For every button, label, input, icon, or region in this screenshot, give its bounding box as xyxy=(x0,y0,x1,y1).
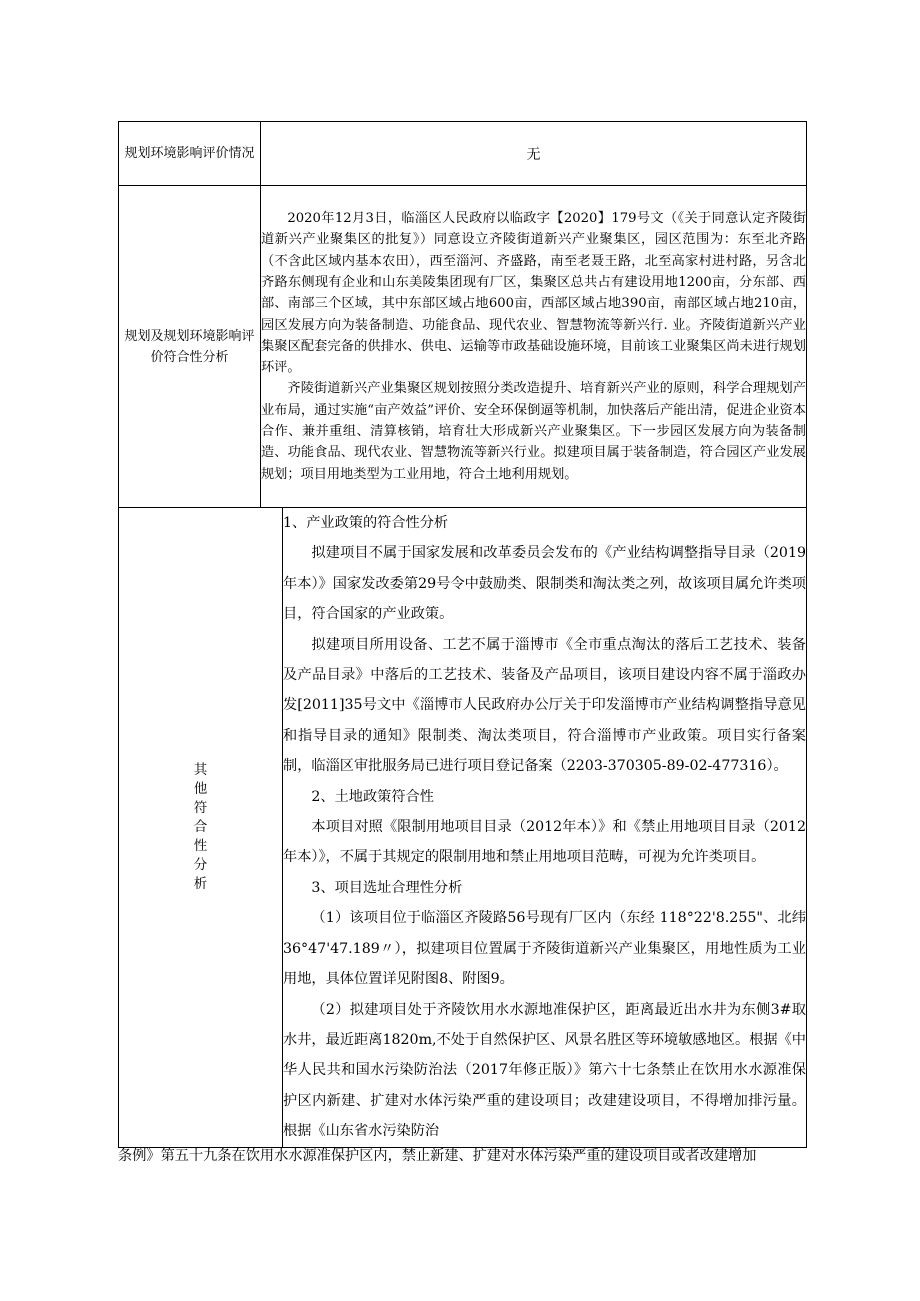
vertical-label-char: 他 xyxy=(193,780,208,797)
row-label-planning-eia: 规划环境影响评价情况 xyxy=(119,122,261,186)
vertical-label-char: 其 xyxy=(193,761,208,778)
paragraph: 2020年12月3日，临淄区人民政府以临政字【2020】179号文（《关于同意认定齐陵街道新兴产业聚集区的批复》）同意设立齐陵街道新兴产业聚集区，园区范围为：东至北齐路（不含此区域内基本农田），西至淄河、齐盛路，南至老聂王路，北至高家村进村路，另含北齐路东侧现有企业和山东美陵集团现有厂区，集聚区总共占有建设用地1200亩，分东部、西部、南部三个区域，其中东部区域占地600亩，西部区域占地390亩，南部区域占地210亩，园区发展方向为装备制造、功能食品、现代农业、智慧物流等新兴行. 业。齐陵街道新兴产业集聚区配套完备的供排水、供电、运输等市政基础设施环境，目前该工业聚集区尚未进行规划环评。 xyxy=(261,211,806,376)
vertical-label-char: 合 xyxy=(193,818,208,835)
other-compliance-content xyxy=(283,508,807,1148)
vertical-label-char: 析 xyxy=(193,875,208,892)
paragraph: （2）拟建项目处于齐陵饮用水水源地准保护区，距离最近出水井为东侧3#取水井，最近距离1820m,不处于自然保护区、风景名胜区等环境敏感地区。根据《中华人民共和国水污染防治法（2017年修正版）》第六十七条禁止在饮用水水源准保护区内新建、扩建对水体污染严重的建设项目；改建建设项目，不得增加排污量。根据《山东省水污染防治 xyxy=(283,1001,806,1140)
section-heading: 3、项目选址合理性分析 xyxy=(311,879,463,896)
vertical-label-char: 符 xyxy=(193,799,208,816)
table-row xyxy=(119,508,807,1148)
vertical-label-char: 分 xyxy=(193,856,208,873)
table-row xyxy=(119,122,807,186)
paragraph: 拟建项目所用设备、工艺不属于淄博市《全市重点淘汰的落后工艺技术、装备及产品目录》中落后的工艺技术、装备及产品项目，该项目建设内容不属于淄政办发[2011]35号文中《淄博市人民政府办公厅关于印发淄博市产业结构调整指导意见和指导目录的通知》限制类、淘汰类项目，符合淄博市产业政策。项目实行备案制，临淄区审批服务局已进行项目登记备案（2203-370305-89-02-477316）。 xyxy=(283,636,806,775)
table-row xyxy=(119,186,807,508)
paragraph: （1）该项目位于临淄区齐陵路56号现有厂区内（东经 118°22'8.255"、北纬 36°47'47.189〃），拟建项目位置属于齐陵街道新兴产业集聚区，用地性质为工业用地，具体位置详见附图8、附图9。 xyxy=(283,910,806,988)
row-label-planning-compliance: 规划及规划环境影响评价符合性分析 xyxy=(119,186,261,508)
paragraph: 本项目对照《限制用地项目目录（2012年本）》和《禁止用地项目目录（2012年本）》，不属于其规定的限制用地和禁止用地项目范畴，可视为允许类项目。 xyxy=(283,819,806,866)
row-label-other-compliance xyxy=(119,508,283,1148)
assessment-table xyxy=(118,121,807,1148)
paragraph: 齐陵街道新兴产业集聚区规划按照分类改造提升、培育新兴产业的原则，科学合理规划产业布局，通过实施“亩产效益”评价、安全环保倒逼等机制，加快落后产能出清，促进企业资本合作、兼并重组、清算核销，培育壮大形成新兴产业聚集区。下一步园区发展方向为装备制造、功能食品、现代农业、智慧物流等新兴行业。拟建项目属于装备制造，符合园区产业发展规划；项目用地类型为工业用地，符合土地利用规划。 xyxy=(261,381,806,482)
vertical-label xyxy=(119,761,282,894)
continuation-text: 条例》第五十九条在饮用水水源准保护区内，禁止新建、扩建对水体污染严重的建设项目或者改建增加 xyxy=(118,1148,757,1164)
row-value-planning-eia: 无 xyxy=(261,122,807,186)
vertical-label-char: 性 xyxy=(193,837,208,854)
section-heading: 1、产业政策的符合性分析 xyxy=(283,515,449,531)
planning-compliance-content xyxy=(261,186,807,508)
paragraph: 拟建项目不属于国家发展和改革委员会发布的《产业结构调整指导目录（2019年本）》国家发改委第29号令中鼓励类、限制类和淘汰类之列，故该项目属允许类项目，符合国家的产业政策。 xyxy=(283,545,806,623)
section-heading: 2、土地政策符合性 xyxy=(311,788,434,805)
